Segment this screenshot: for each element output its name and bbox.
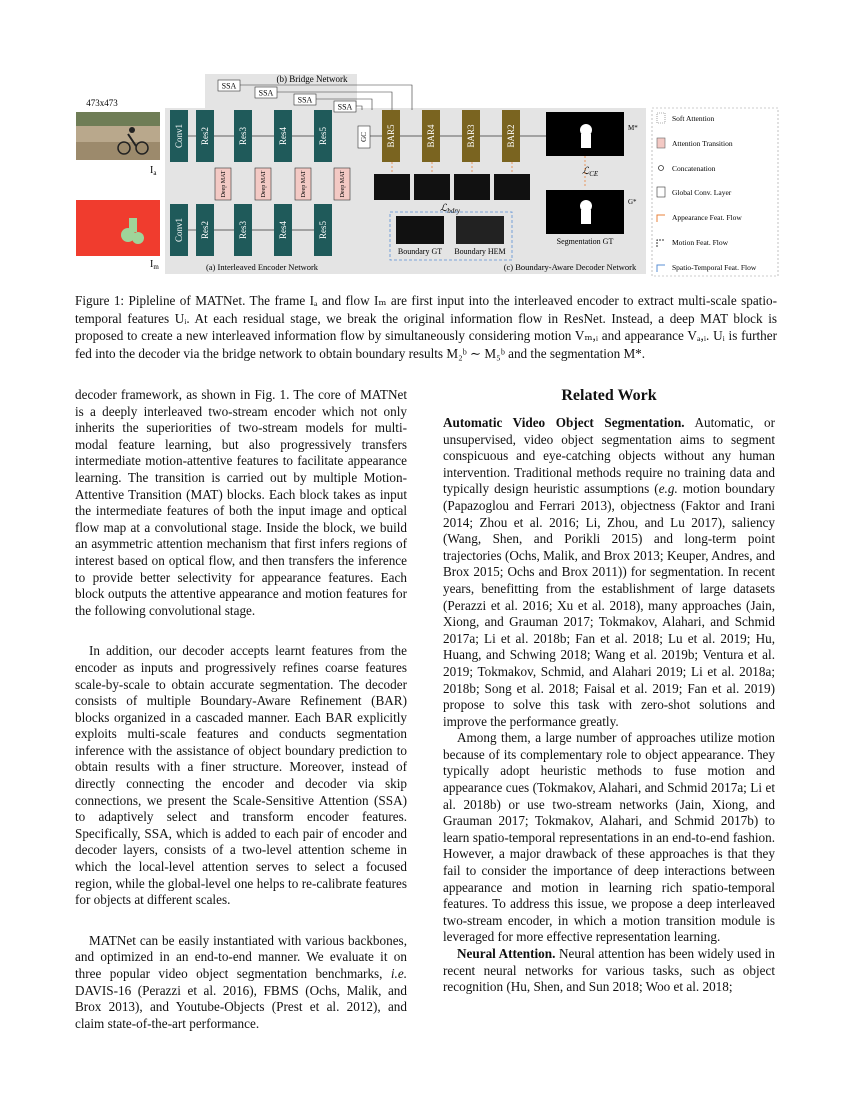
res5-bottom-label: Res5 [318,221,328,239]
legend-soft-attention: Soft Attention [672,114,715,123]
deep-mat-label-3: Deep MAT [301,170,307,198]
left-paragraph-3: MATNet can be easily instantiated with various backbones, and optimized in an end-to-end manner. We evaluate it on three popular video object segmentation benchmarks, i.e. DAVIS-16 (Perazzi et al. 2016), FBMS (Ochs, Malik, and Brox 2013), and Youtube-Objects (Prest et al. 2012), and claim state-of-the-art performance. [75,932,407,1031]
deep-mat-label-2: Deep MAT [261,170,267,198]
legend-motion-flow: Motion Feat. Flow [672,238,729,247]
res4-top-label: Res4 [278,127,288,145]
encoder-title: (a) Interleaved Encoder Network [205,262,319,272]
ssa-label-4: SSA [337,102,353,112]
legend-concatenation: Concatenation [672,164,716,173]
bar2-label: BAR2 [506,124,516,148]
boundary-gt-label: Boundary GT [397,247,443,256]
bar5-label: BAR5 [386,124,396,148]
ssa-label-2: SSA [258,88,274,98]
input-flow-image [76,200,160,256]
res5-top-label: Res5 [318,127,328,145]
pipeline-figure [72,70,782,280]
legend-global-conv: Global Conv. Layer [672,188,732,197]
deep-mat-label-4: Deep MAT [340,170,346,198]
right-paragraph-1: Automatic Video Object Segmentation. Automatic, or unsupervised, video object segmentation aims to segment conspicuous and eye-catching objects without any human intervention. Traditional methods require no training data and typically design heuristic assumptions (e.g. motion boundary (Papazoglou and Ferrari 2013), objectness (Faktor and Irani 2014; Zhou et al. 2016; Li, Zhou, and Lu 2017), saliency (Wang, Shen, and Porikli 2015) and long-term point trajectories (Ochs, Malik, and Brox 2013; Keuper, Andres, and Brox 2015; Ochs and Brox 2011)) for segmentation. In recent years, benefitting from the establishment of large datasets (Perazzi et al. 2016; Xu et al. 2018), many approaches (Jain, Xiong, and Grauman 2017; Tokmakov, Alahari, and Schmid 2017a; Li et al. 2018b; Fan et al. 2018; Lu et al. 2019; Hu, Huang, and Schwing 2018; Wang et al. 2019b; Ventura et al. 2019; Tokmakov, Schmid, and Alahari 2019; Li et al. 2018a; 2018b; Song et al. 2018; Faisal et al. 2019; Fan et al. 2019) propose to solve this task with zero-shot solutions and improve the performance greatly. [443,415,775,729]
bridge-title: (b) Bridge Network [276,74,348,84]
conv1-top-label: Conv1 [174,123,184,149]
loss-bdry-label: ℒ$_{bdry}$ [440,203,461,215]
section-title: Related Work [561,387,657,404]
bar3-label: BAR3 [466,124,476,148]
gc-label: GC [360,132,368,142]
res2-bottom-label: Res2 [200,221,210,239]
legend-attention-transition: Attention Transition [672,139,733,148]
left-paragraph-2: In addition, our decoder accepts learnt features from the encoder as inputs and progressively refines coarse features scale-by-scale to obtain accurate segmentation. The decoder consists of multiple Boundary-Aware Refinement (BAR) blocks organized in a cascaded manner. Each BAR explicitly exploits multi-scale features and conducts segmentation inference with the assistance of object boundary prediction to obtain results with a finer structure. Moreover, instead of directly connecting the encoder and decoder via skip connections, we present the Scale-Sensitive Attention (SSA) to adaptively select and transform encoder features. Specifically, SSA, which is added to each pair of encoder and decoder layers, consists of a two-level attention scheme in which the local-level attention serves to select a focused region, while the global-level one helps to re-calibrate features for objects at different scales. [75,643,407,908]
boundary-gt-image [396,216,444,244]
right-paragraph-2: Among them, a large number of approaches utilize motion because of its complementary role to object appearance. They typically adopt heuristic methods to fuse motion and appearance cues (Tokmakov, Alahari, and Schmid 2017a; Li et al. 2018b) or use two-stream networks (Jain, Xiong, and Grauman 2017; Tokmakov, Alahari, and Schmid 2017b) to learn spatio-temporal representations in an end-to-end fashion. However, a major drawback of these approaches is that they fail to consider the importance of deep interactions between appearance and motion in learning rich spatio-temporal features. To address this issue, we propose a deep interleaved two-stream encoder, in which a motion transition module is leveraged for more effective representation learning. [443,730,775,945]
left-column [75,387,407,1032]
segmentation-gt-label: Segmentation GT [556,237,614,246]
legend-appearance-flow: Appearance Feat. Flow [672,213,742,222]
res2-top-label: Res2 [200,127,210,145]
input-frame-image [76,112,160,160]
res3-top-label: Res3 [238,127,248,145]
left-paragraph-1: decoder framework, as shown in Fig. 1. The core of MATNet is a deeply interleaved two-stream encoder which not only inherits the superiorities of two-stream models for multi-modal feature learning, but also progressively transfers intermediate motion-attentive features to facilitate appearance learning. The transition is carried out by multiple Motion-Attentive Transition (MAT) blocks. Each block takes as input the intermediate features of both the input image and optical flow map at a convolutional stage. Inside the block, we build an asymmetric attention mechanism that first infers regions of interest based on optical flow, and then transfers the inference to provide better selectivity for appearance features. Each block outputs the attentive appearance and motion features for the following convolutional stage. [75,387,407,618]
right-paragraph-3: Neural Attention. Neural attention has been widely used in recent neural networks for various tasks, such as object recognition (Hu, Shen, and Sun 2018; Woo et al. 2018; [443,946,775,995]
boundary-hem-label: Boundary HEM [454,247,506,256]
res4-bottom-label: Res4 [278,221,288,239]
boundary-hem-image [456,216,504,244]
deep-mat-label-1: Deep MAT [221,170,227,198]
figure-caption: Figure 1: Pipleline of MATNet. The frame Iₐ and flow Iₘ are first input into the interleaved encoder to extract multi-scale spatio-temporal features Uᵢ. At each residual stage, we break the original information flow in ResNet. Instead, a deep MAT block is proposed to create a new interleaved information flow by simultaneously considering motion Vₘ,ᵢ and appearance Vₐ,ᵢ. Uᵢ is further fed into the decoder via the bridge network to obtain boundary results M₂ᵇ ∼ M₅ᵇ and the segmentation M*. [75,293,777,361]
flow-label: $I_m$ [150,259,159,271]
frame-label: $I_a$ [150,165,157,177]
bar4-label: BAR4 [426,124,436,148]
res3-bottom-label: Res3 [238,221,248,239]
loss-ce-label: ℒ$_{CE}$ [582,166,599,178]
image-size-label: 473x473 [86,98,118,108]
conv1-bottom-label: Conv1 [174,217,184,243]
mstar-label: M* [628,124,638,132]
ssa-label-1: SSA [221,81,237,91]
gstar-label: G* [628,198,637,206]
ssa-label-3: SSA [297,95,313,105]
heading-neural-attention: Neural Attention. [457,946,556,961]
legend-spatiotemporal-flow: Spatio-Temporal Feat. Flow [672,263,757,272]
decoder-title: (c) Boundary-Aware Decoder Network [503,262,637,272]
heading-avos: Automatic Video Object Segmentation. [443,415,685,430]
right-column [443,387,775,996]
